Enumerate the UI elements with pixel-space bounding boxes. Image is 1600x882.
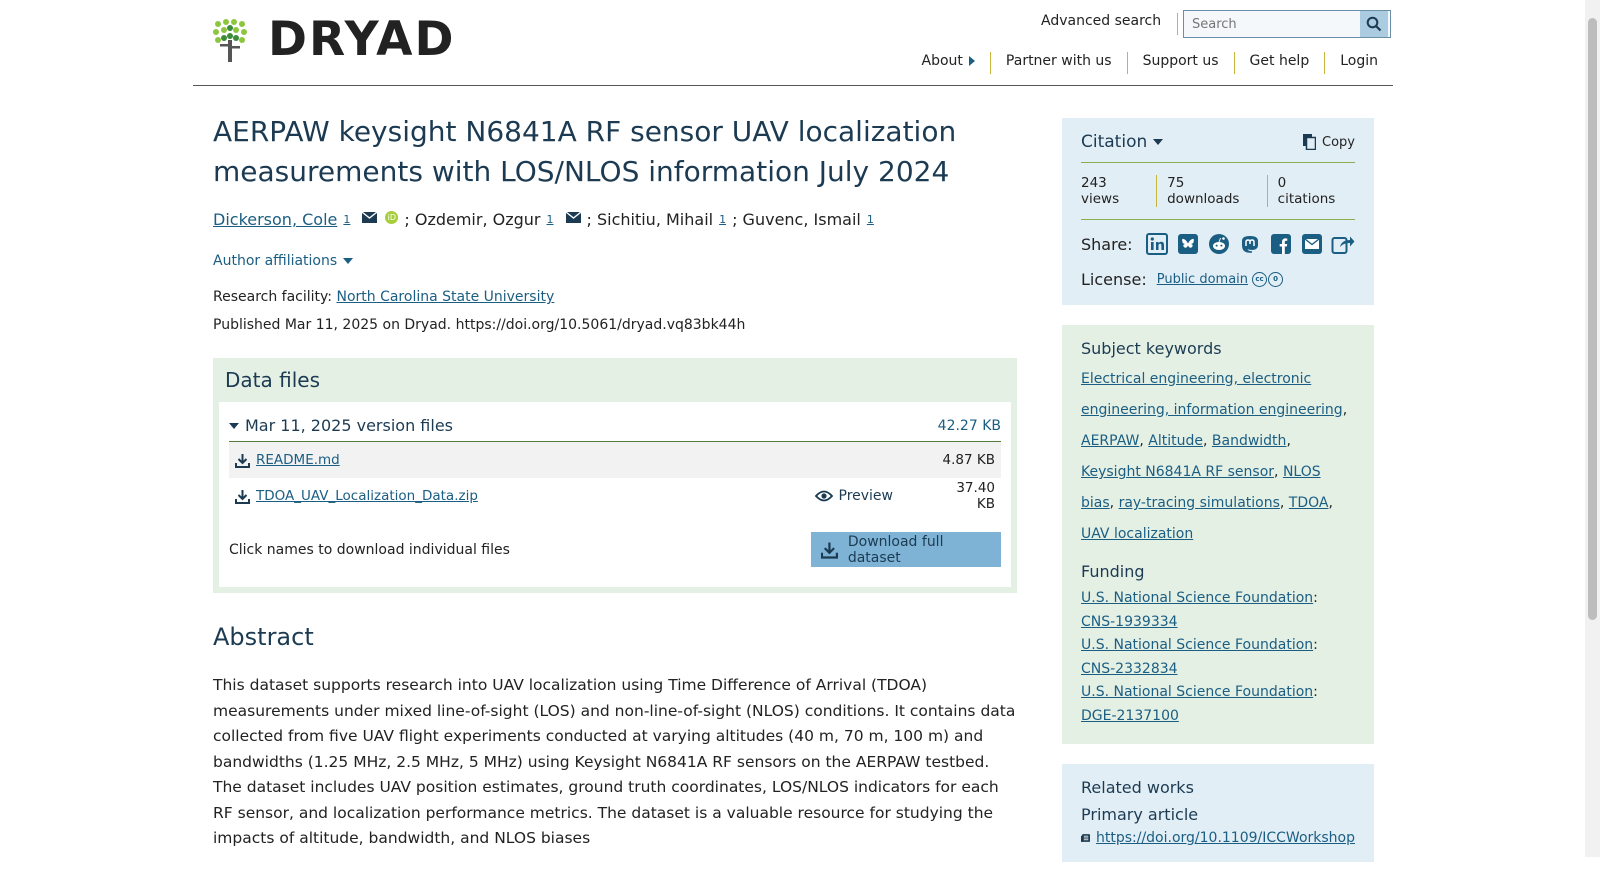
author-affiliations-label: Author affiliations	[213, 253, 338, 269]
caret-down-icon	[1153, 139, 1163, 145]
funder-link[interactable]: U.S. National Science Foundation	[1081, 684, 1314, 700]
data-files-title: Data files	[225, 368, 320, 392]
keyword-link[interactable]: AERPAW	[1081, 433, 1140, 449]
keywords-funding-card	[1062, 325, 1374, 744]
search-button[interactable]	[1360, 11, 1388, 37]
share-icon[interactable]	[1330, 232, 1355, 256]
keyword-link[interactable]: UAV localization	[1081, 526, 1194, 542]
email-share-icon[interactable]	[1299, 232, 1324, 256]
caret-right-icon	[969, 56, 975, 66]
preview-button[interactable]	[815, 488, 894, 504]
license-row	[1081, 270, 1355, 289]
funding-item: U.S. National Science Foundation: CNS-2332834	[1081, 637, 1318, 677]
funding-item: U.S. National Science Foundation: DGE-2137100	[1081, 684, 1318, 724]
data-files-footer	[229, 532, 1001, 567]
search-form	[1183, 10, 1391, 38]
keywords-title: Subject keywords	[1081, 339, 1222, 358]
primary-article-label: Primary article	[1081, 805, 1199, 824]
author-name: ; Ozdemir, Ozgur	[404, 210, 541, 229]
search-input[interactable]	[1184, 11, 1360, 37]
copy-icon	[1303, 134, 1316, 150]
main-nav	[907, 52, 1393, 74]
version-label: Mar 11, 2025 version files	[245, 416, 453, 435]
affiliation-marker[interactable]: 1	[719, 213, 727, 226]
caret-down-icon	[229, 423, 239, 429]
share-label: Share:	[1081, 234, 1133, 254]
version-size: 42.27 KB	[937, 417, 1001, 434]
primary-article-link[interactable]: https://doi.org/10.1109/ICCWorkshop	[1095, 830, 1355, 846]
facility-label: Research facility:	[213, 289, 333, 305]
advanced-search-link[interactable]: Advanced search	[1041, 13, 1178, 35]
affiliation-marker[interactable]: 1	[546, 213, 554, 226]
download-icon	[821, 541, 838, 559]
citation-header	[1081, 132, 1355, 163]
author-list	[213, 206, 1017, 234]
data-files-panel	[213, 358, 1017, 593]
linkedin-icon[interactable]	[1145, 232, 1170, 256]
author-name: ; Sichitiu, Mihail	[586, 210, 714, 229]
facility-link[interactable]: North Carolina State University	[336, 289, 555, 305]
keyword-link[interactable]: ray-tracing simulations	[1118, 495, 1280, 511]
facebook-icon[interactable]	[1268, 232, 1293, 256]
download-full-dataset-label: Download full dataset	[847, 533, 944, 566]
article-icon	[1081, 831, 1090, 845]
file-download-link[interactable]: TDOA_UAV_Localization_Data.zip	[256, 488, 478, 504]
license-label: License:	[1081, 270, 1147, 289]
abstract-text: This dataset supports research into UAV localization using Time Difference of Arrival (TDOA) measurements under mixed line-of-sight (LOS) and non-line-of-sight (NLOS) conditions. It contains data collected from five UAV flight experiments conducted at varying altitudes (40 m, 70 m, 100 m) and bandwidths (1.25 MHz, 2.5 MHz, 5 MHz) using Keysight N6841A RF sensors on the AERPAW testbed. The dataset includes UAV position estimates, ground truth coordinates, LOS/NLOS indicators for each RF sensor, and localization performance metrics. The dataset is a valuable resource for studying the impacts of altitude, bandwidth, and NLOS biases	[213, 676, 1016, 847]
orcid-icon[interactable]: iD	[385, 211, 398, 224]
version-toggle[interactable]	[229, 416, 453, 435]
preview-label: Preview	[838, 488, 893, 504]
cc-glyph: cc	[1252, 272, 1267, 287]
download-full-dataset-button[interactable]	[811, 532, 1001, 567]
author-link[interactable]: Dickerson, Cole	[213, 210, 338, 229]
file-row	[229, 442, 1001, 478]
nav-partner[interactable]: Partner with us	[990, 52, 1127, 74]
file-size: 37.40 KB	[956, 480, 995, 512]
related-works-title: Related works	[1081, 778, 1194, 797]
research-facility	[213, 289, 1017, 305]
primary-article-row	[1081, 830, 1355, 846]
nav-about[interactable]	[907, 52, 990, 74]
file-row	[229, 478, 1001, 514]
zero-glyph: 0	[1268, 272, 1283, 287]
dataset-title: AERPAW keysight N6841A RF sensor UAV localization measurements with LOS/NLOS information July 2024	[213, 115, 957, 188]
bluesky-icon[interactable]	[1175, 232, 1200, 256]
file-size: 4.87 KB	[942, 452, 995, 468]
main-content	[213, 112, 1017, 852]
affiliation-marker[interactable]: 1	[866, 213, 874, 226]
caret-down-icon	[343, 258, 353, 264]
sidebar	[1062, 118, 1374, 882]
data-files-list	[219, 402, 1011, 587]
dryad-logo[interactable]	[212, 12, 456, 67]
usage-stats	[1081, 163, 1355, 220]
page-scrollbar[interactable]	[1585, 0, 1600, 857]
email-icon[interactable]	[362, 206, 377, 230]
citation-card	[1062, 118, 1374, 305]
copy-label: Copy	[1322, 134, 1355, 150]
eye-icon	[815, 490, 833, 502]
download-icon	[235, 489, 250, 504]
keyword-link[interactable]: Altitude	[1148, 433, 1203, 449]
citation-label: Citation	[1081, 132, 1148, 152]
download-icon	[235, 453, 250, 468]
download-hint: Click names to download individual files	[229, 541, 510, 558]
logo-wordmark: DRYAD	[268, 12, 456, 67]
citations-count: 0 citations	[1267, 175, 1355, 207]
reddit-icon[interactable]	[1206, 232, 1231, 256]
keyword-link[interactable]: NLOS bias	[1081, 464, 1321, 511]
cc-zero-icon	[1252, 272, 1284, 287]
funding-title: Funding	[1081, 562, 1145, 581]
award-link[interactable]: CNS-1939334	[1081, 613, 1178, 630]
file-name-cell	[235, 488, 815, 504]
keyword-list: Electrical engineering, electronic engineering, information engineering, AERPAW, Altitude, Bandwidth, Keysight N6841A RF sensor, NLOS bias, ray-tracing simulations, TDOA, UAV localization	[1081, 371, 1348, 542]
citation-toggle[interactable]	[1081, 132, 1163, 152]
author-affiliations-toggle[interactable]	[213, 253, 1017, 269]
version-header	[229, 414, 1001, 442]
related-works-card	[1062, 764, 1374, 862]
funder-link[interactable]: U.S. National Science Foundation	[1081, 590, 1314, 606]
downloads-count: 75 downloads	[1156, 175, 1267, 207]
keyword-link[interactable]: Electrical engineering, electronic engineering, information engineering	[1081, 371, 1343, 418]
publication-info: Published Mar 11, 2025 on Dryad. https://doi.org/10.5061/dryad.vq83bk44h	[213, 317, 746, 333]
views-count: 243 views	[1081, 175, 1120, 207]
file-name-cell	[235, 452, 935, 468]
share-row	[1081, 232, 1355, 256]
keyword-link[interactable]: Bandwidth	[1211, 433, 1287, 449]
funding-item: U.S. National Science Foundation: CNS-1939334	[1081, 590, 1318, 630]
nav-login[interactable]: Login	[1324, 52, 1393, 74]
keyword-link[interactable]: Keysight N6841A RF sensor	[1081, 464, 1275, 480]
tree-logo-icon	[212, 18, 248, 62]
nav-help[interactable]: Get help	[1234, 52, 1325, 74]
author-name: ; Guvenc, Ismail	[732, 210, 861, 229]
file-download-link[interactable]: README.md	[256, 452, 340, 468]
site-header	[193, 0, 1393, 86]
search-icon	[1366, 16, 1382, 32]
nav-support[interactable]: Support us	[1127, 52, 1234, 74]
copy-citation-button[interactable]	[1303, 134, 1355, 150]
email-icon[interactable]	[566, 206, 581, 230]
abstract-heading: Abstract	[213, 623, 314, 651]
keyword-link[interactable]: TDOA	[1288, 495, 1329, 511]
nav-about-label: About	[921, 53, 963, 69]
mastodon-icon[interactable]	[1237, 232, 1262, 256]
affiliation-marker[interactable]: 1	[343, 213, 351, 226]
award-link[interactable]: CNS-2332834	[1081, 660, 1178, 677]
scrollbar-thumb[interactable]	[1588, 18, 1597, 620]
funder-link[interactable]: U.S. National Science Foundation	[1081, 637, 1314, 653]
award-link[interactable]: DGE-2137100	[1081, 707, 1179, 724]
license-link[interactable]: Public domain	[1156, 272, 1249, 287]
